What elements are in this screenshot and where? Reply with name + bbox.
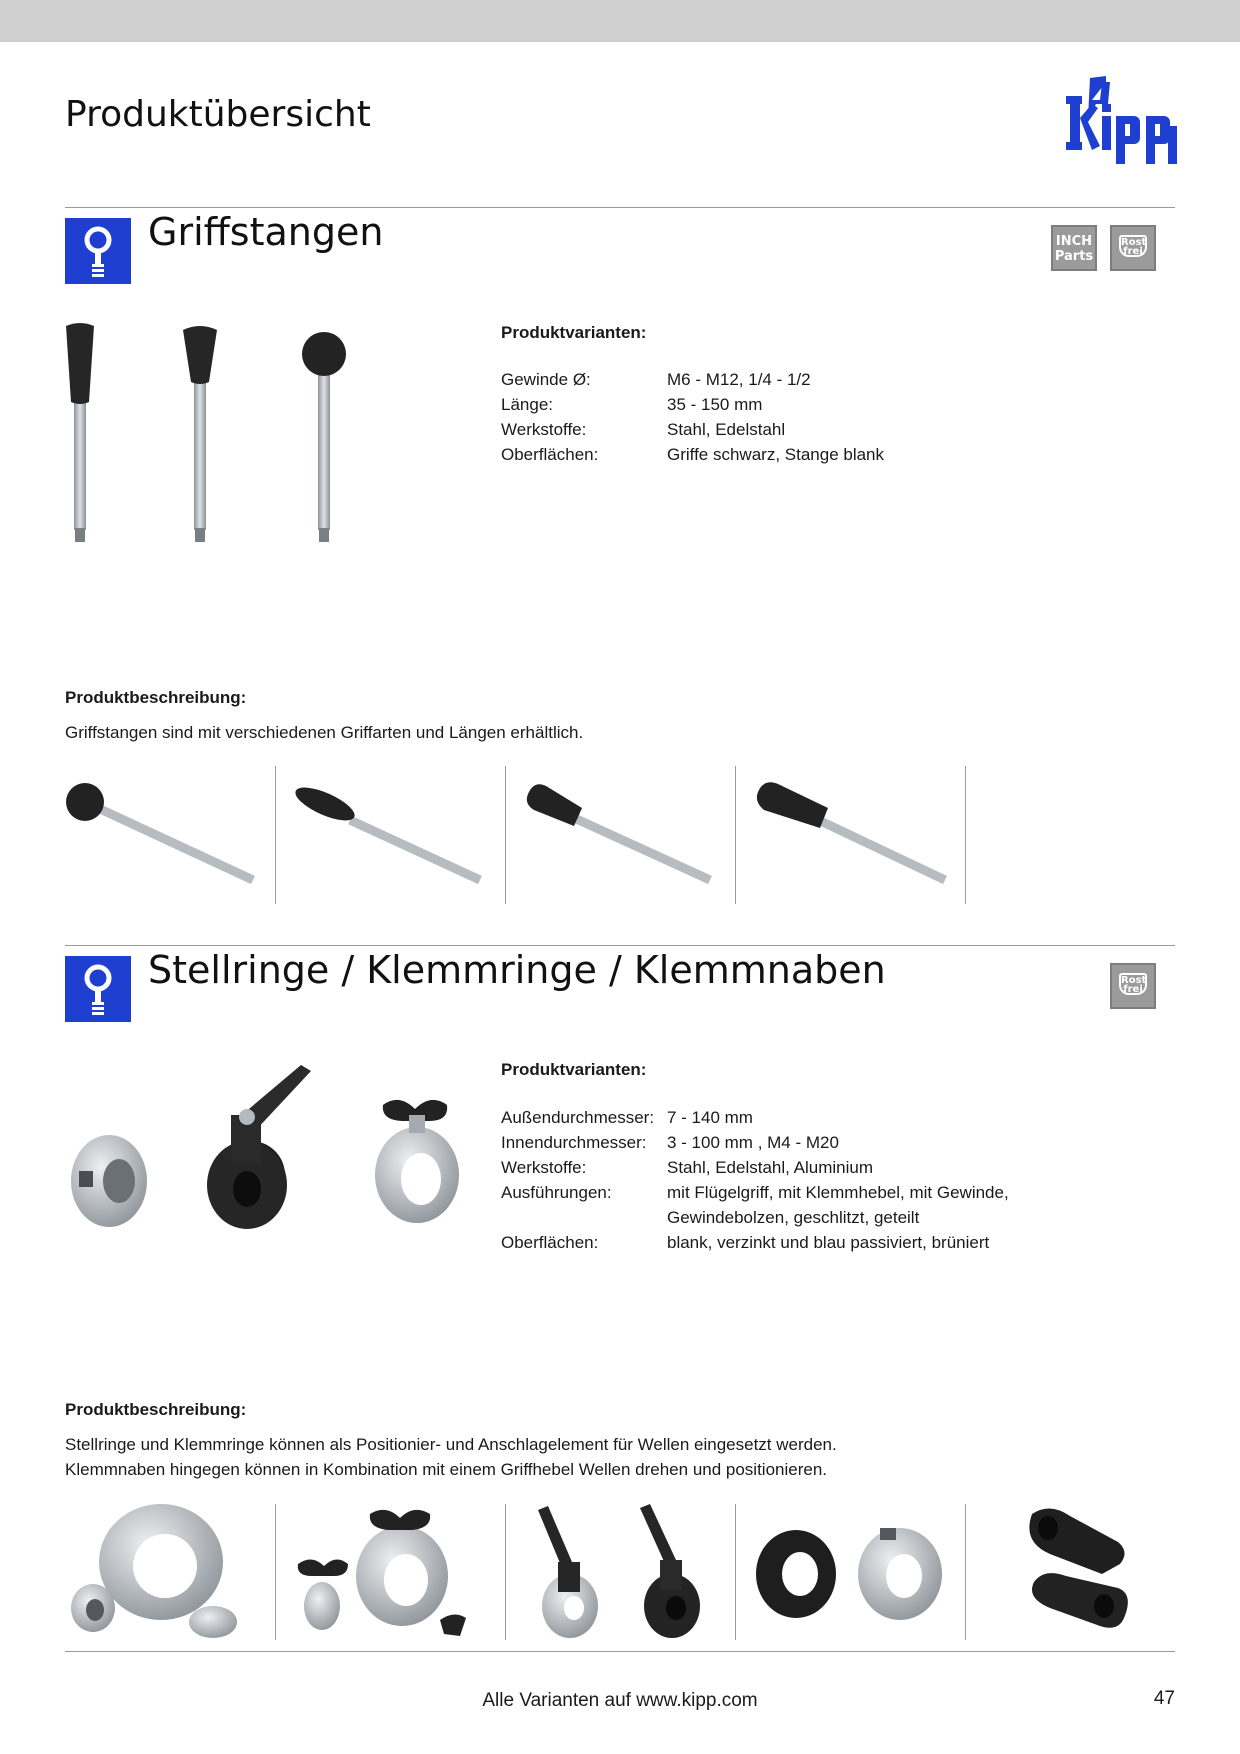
badge-line: INCH xyxy=(1055,234,1093,249)
badge-line: frei xyxy=(1123,246,1143,257)
spec-label: Ausführungen: xyxy=(501,1183,612,1202)
thumbnail-divider xyxy=(505,1504,506,1640)
variants-heading: Produktvarianten: xyxy=(501,1060,647,1079)
klemmring-thumbnail xyxy=(290,1502,490,1642)
thumbnail-divider xyxy=(275,766,276,904)
spec-value: mit Flügelgriff, mit Klemmhebel, mit Gewinde, Gewindebolzen, geschlitzt, geteilt xyxy=(667,1183,1009,1227)
spec-value: M6 - M12, 1/4 - 1/2 xyxy=(667,370,811,389)
klemmring-geteilt-thumbnail xyxy=(750,1502,950,1642)
info-key-icon xyxy=(65,218,131,284)
spec-value: 7 - 140 mm xyxy=(667,1108,753,1127)
description-line: Stellringe und Klemmringe können als Positionier- und Anschlagelement für Wellen eingesetzt werden. xyxy=(65,1435,837,1454)
spec-value: Stahl, Edelstahl xyxy=(667,420,786,439)
description-heading: Produktbeschreibung: xyxy=(65,1400,247,1419)
badge-line: Rost xyxy=(1121,237,1147,248)
badge-line: frei xyxy=(1123,984,1143,995)
shield-icon xyxy=(1119,235,1147,257)
spec-label: Oberflächen: xyxy=(501,445,599,464)
spec-label: Oberflächen: xyxy=(501,1233,599,1252)
griffstange-thumbnail xyxy=(750,770,950,900)
klemmnabe-geteilt-thumbnail xyxy=(1010,1502,1160,1642)
variants-heading: Produktvarianten: xyxy=(501,323,647,342)
description-text xyxy=(65,1432,1065,1482)
shield-icon xyxy=(1119,973,1147,995)
section-title: Griffstangen xyxy=(148,210,384,254)
badge-line: Parts xyxy=(1054,249,1094,264)
spec-value: 3 - 100 mm , M4 - M20 xyxy=(667,1133,839,1152)
description-line: Klemmnaben hingegen können in Kombination mit einem Griffhebel Wellen drehen und positionieren. xyxy=(65,1460,828,1479)
griffstange-thumbnail xyxy=(65,770,265,900)
info-key-icon xyxy=(65,956,131,1022)
inch-parts-badge xyxy=(1051,225,1097,271)
stellring-thumbnail xyxy=(65,1502,270,1642)
description-heading: Produktbeschreibung: xyxy=(65,688,247,707)
thumbnail-divider xyxy=(735,766,736,904)
griffstange-thumbnail xyxy=(290,770,490,900)
griffstange-thumbnail xyxy=(520,770,720,900)
griffstangen-product-image xyxy=(55,320,375,560)
top-bar xyxy=(0,0,1240,42)
page-number: 47 xyxy=(1153,1688,1175,1709)
spec-label: Werkstoffe: xyxy=(501,1158,587,1177)
thumbnail-divider xyxy=(965,1504,966,1640)
rostfrei-badge xyxy=(1110,963,1156,1009)
spec-label: Außendurchmesser: xyxy=(501,1108,655,1127)
rostfrei-badge xyxy=(1110,225,1156,271)
description-line: Griffstangen sind mit verschiedenen Griffarten und Längen erhältlich. xyxy=(65,723,584,742)
spec-label: Länge: xyxy=(501,395,553,414)
spec-label: Werkstoffe: xyxy=(501,420,587,439)
klemmnabe-thumbnail xyxy=(520,1502,720,1642)
footer-divider xyxy=(65,1651,1175,1652)
spec-value: Griffe schwarz, Stange blank xyxy=(667,445,885,464)
footer-link-text[interactable]: Alle Varianten auf www.kipp.com xyxy=(482,1690,758,1711)
thumbnail-divider xyxy=(275,1504,276,1640)
section-divider xyxy=(65,207,1175,208)
page-title: Produktübersicht xyxy=(65,94,371,135)
description-text xyxy=(65,720,1065,745)
kipp-logo xyxy=(1062,74,1184,166)
thumbnail-divider xyxy=(735,1504,736,1640)
spec-value: blank, verzinkt und blau passiviert, brüniert xyxy=(667,1233,990,1252)
spec-value: 35 - 150 mm xyxy=(667,395,763,414)
spec-label: Innendurchmesser: xyxy=(501,1133,647,1152)
thumbnail-divider xyxy=(965,766,966,904)
stellringe-product-image xyxy=(65,1055,465,1235)
section-divider xyxy=(65,945,1175,946)
section-title: Stellringe / Klemmringe / Klemmnaben xyxy=(148,948,886,992)
spec-value: Stahl, Edelstahl, Aluminium xyxy=(667,1158,873,1177)
thumbnail-divider xyxy=(505,766,506,904)
badge-line: Rost xyxy=(1121,975,1147,986)
spec-label: Gewinde Ø: xyxy=(501,370,591,389)
